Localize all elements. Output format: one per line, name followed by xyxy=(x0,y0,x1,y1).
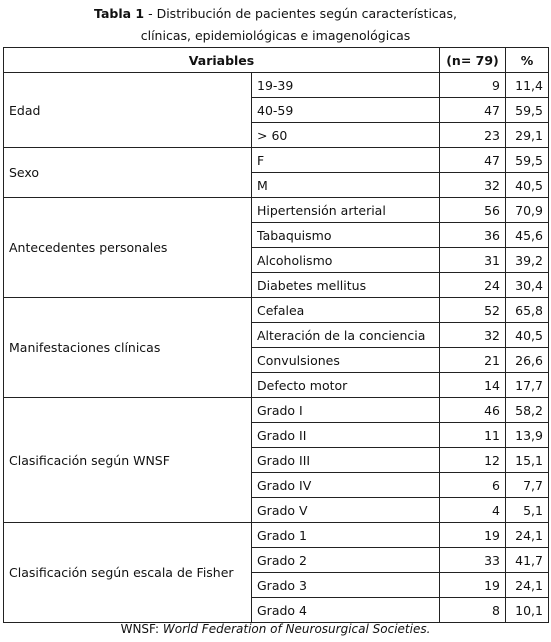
group-label: Clasificación según WNSF xyxy=(4,398,252,523)
row-label: Defecto motor xyxy=(252,373,440,398)
row-count: 8 xyxy=(440,598,506,623)
table-row xyxy=(4,398,549,423)
row-count: 11 xyxy=(440,423,506,448)
row-label: Cefalea xyxy=(252,298,440,323)
row-label: Grado V xyxy=(252,498,440,523)
row-count: 47 xyxy=(440,148,506,173)
row-label: Tabaquismo xyxy=(252,223,440,248)
row-label: Grado 4 xyxy=(252,598,440,623)
row-count: 19 xyxy=(440,573,506,598)
header-variables: Variables xyxy=(4,48,440,73)
row-label: 19-39 xyxy=(252,73,440,98)
row-count: 4 xyxy=(440,498,506,523)
row-label: Grado II xyxy=(252,423,440,448)
row-percent: 10,1 xyxy=(506,598,549,623)
data-table xyxy=(3,47,549,623)
row-count: 52 xyxy=(440,298,506,323)
caption-separator: - xyxy=(144,6,157,21)
row-label: Grado III xyxy=(252,448,440,473)
table-row xyxy=(4,148,549,173)
table-row xyxy=(4,73,549,98)
caption-line-1 xyxy=(0,3,551,25)
row-label: Alcoholismo xyxy=(252,248,440,273)
row-percent: 5,1 xyxy=(506,498,549,523)
group-label: Sexo xyxy=(4,148,252,198)
row-label: Grado 3 xyxy=(252,573,440,598)
row-count: 33 xyxy=(440,548,506,573)
row-count: 56 xyxy=(440,198,506,223)
table-row xyxy=(4,198,549,223)
row-count: 31 xyxy=(440,248,506,273)
footnote-expansion: World Federation of Neurosurgical Societies. xyxy=(162,622,431,636)
group-label: Clasificación según escala de Fisher xyxy=(4,523,252,623)
row-label: Diabetes mellitus xyxy=(252,273,440,298)
row-label: Grado 1 xyxy=(252,523,440,548)
footnote xyxy=(0,622,551,636)
row-percent: 17,7 xyxy=(506,373,549,398)
row-count: 19 xyxy=(440,523,506,548)
row-percent: 41,7 xyxy=(506,548,549,573)
header-n: (n= 79) xyxy=(440,48,506,73)
row-count: 46 xyxy=(440,398,506,423)
row-percent: 45,6 xyxy=(506,223,549,248)
table-caption xyxy=(0,3,551,47)
row-percent: 29,1 xyxy=(506,123,549,148)
row-percent: 40,5 xyxy=(506,323,549,348)
row-label: Grado 2 xyxy=(252,548,440,573)
row-label: Alteración de la conciencia xyxy=(252,323,440,348)
row-count: 32 xyxy=(440,173,506,198)
row-percent: 59,5 xyxy=(506,148,549,173)
caption-title-line-1: Distribución de pacientes según características, xyxy=(156,6,457,21)
group-label: Antecedentes personales xyxy=(4,198,252,298)
group-label: Edad xyxy=(4,73,252,148)
row-percent: 15,1 xyxy=(506,448,549,473)
footnote-abbr: WNSF: xyxy=(120,622,163,636)
row-percent: 70,9 xyxy=(506,198,549,223)
row-count: 24 xyxy=(440,273,506,298)
row-count: 12 xyxy=(440,448,506,473)
row-percent: 59,5 xyxy=(506,98,549,123)
row-count: 6 xyxy=(440,473,506,498)
row-percent: 13,9 xyxy=(506,423,549,448)
caption-label: Tabla 1 xyxy=(94,6,145,21)
row-label: 40-59 xyxy=(252,98,440,123)
row-label: > 60 xyxy=(252,123,440,148)
row-percent: 11,4 xyxy=(506,73,549,98)
row-percent: 30,4 xyxy=(506,273,549,298)
row-label: F xyxy=(252,148,440,173)
table-body xyxy=(4,73,549,623)
row-count: 47 xyxy=(440,98,506,123)
row-count: 23 xyxy=(440,123,506,148)
row-percent: 40,5 xyxy=(506,173,549,198)
row-percent: 26,6 xyxy=(506,348,549,373)
row-percent: 7,7 xyxy=(506,473,549,498)
header-pct: % xyxy=(506,48,549,73)
row-percent: 65,8 xyxy=(506,298,549,323)
row-percent: 24,1 xyxy=(506,523,549,548)
row-count: 21 xyxy=(440,348,506,373)
row-label: Grado IV xyxy=(252,473,440,498)
row-count: 32 xyxy=(440,323,506,348)
row-label: Convulsiones xyxy=(252,348,440,373)
table-row xyxy=(4,523,549,548)
row-label: Grado I xyxy=(252,398,440,423)
row-count: 14 xyxy=(440,373,506,398)
caption-title-line-2: clínicas, epidemiológicas e imagenológicas xyxy=(140,28,411,43)
row-label: M xyxy=(252,173,440,198)
group-label: Manifestaciones clínicas xyxy=(4,298,252,398)
row-count: 36 xyxy=(440,223,506,248)
row-label: Hipertensión arterial xyxy=(252,198,440,223)
row-count: 9 xyxy=(440,73,506,98)
row-percent: 58,2 xyxy=(506,398,549,423)
table-row xyxy=(4,298,549,323)
header-row xyxy=(4,48,549,73)
row-percent: 39,2 xyxy=(506,248,549,273)
row-percent: 24,1 xyxy=(506,573,549,598)
